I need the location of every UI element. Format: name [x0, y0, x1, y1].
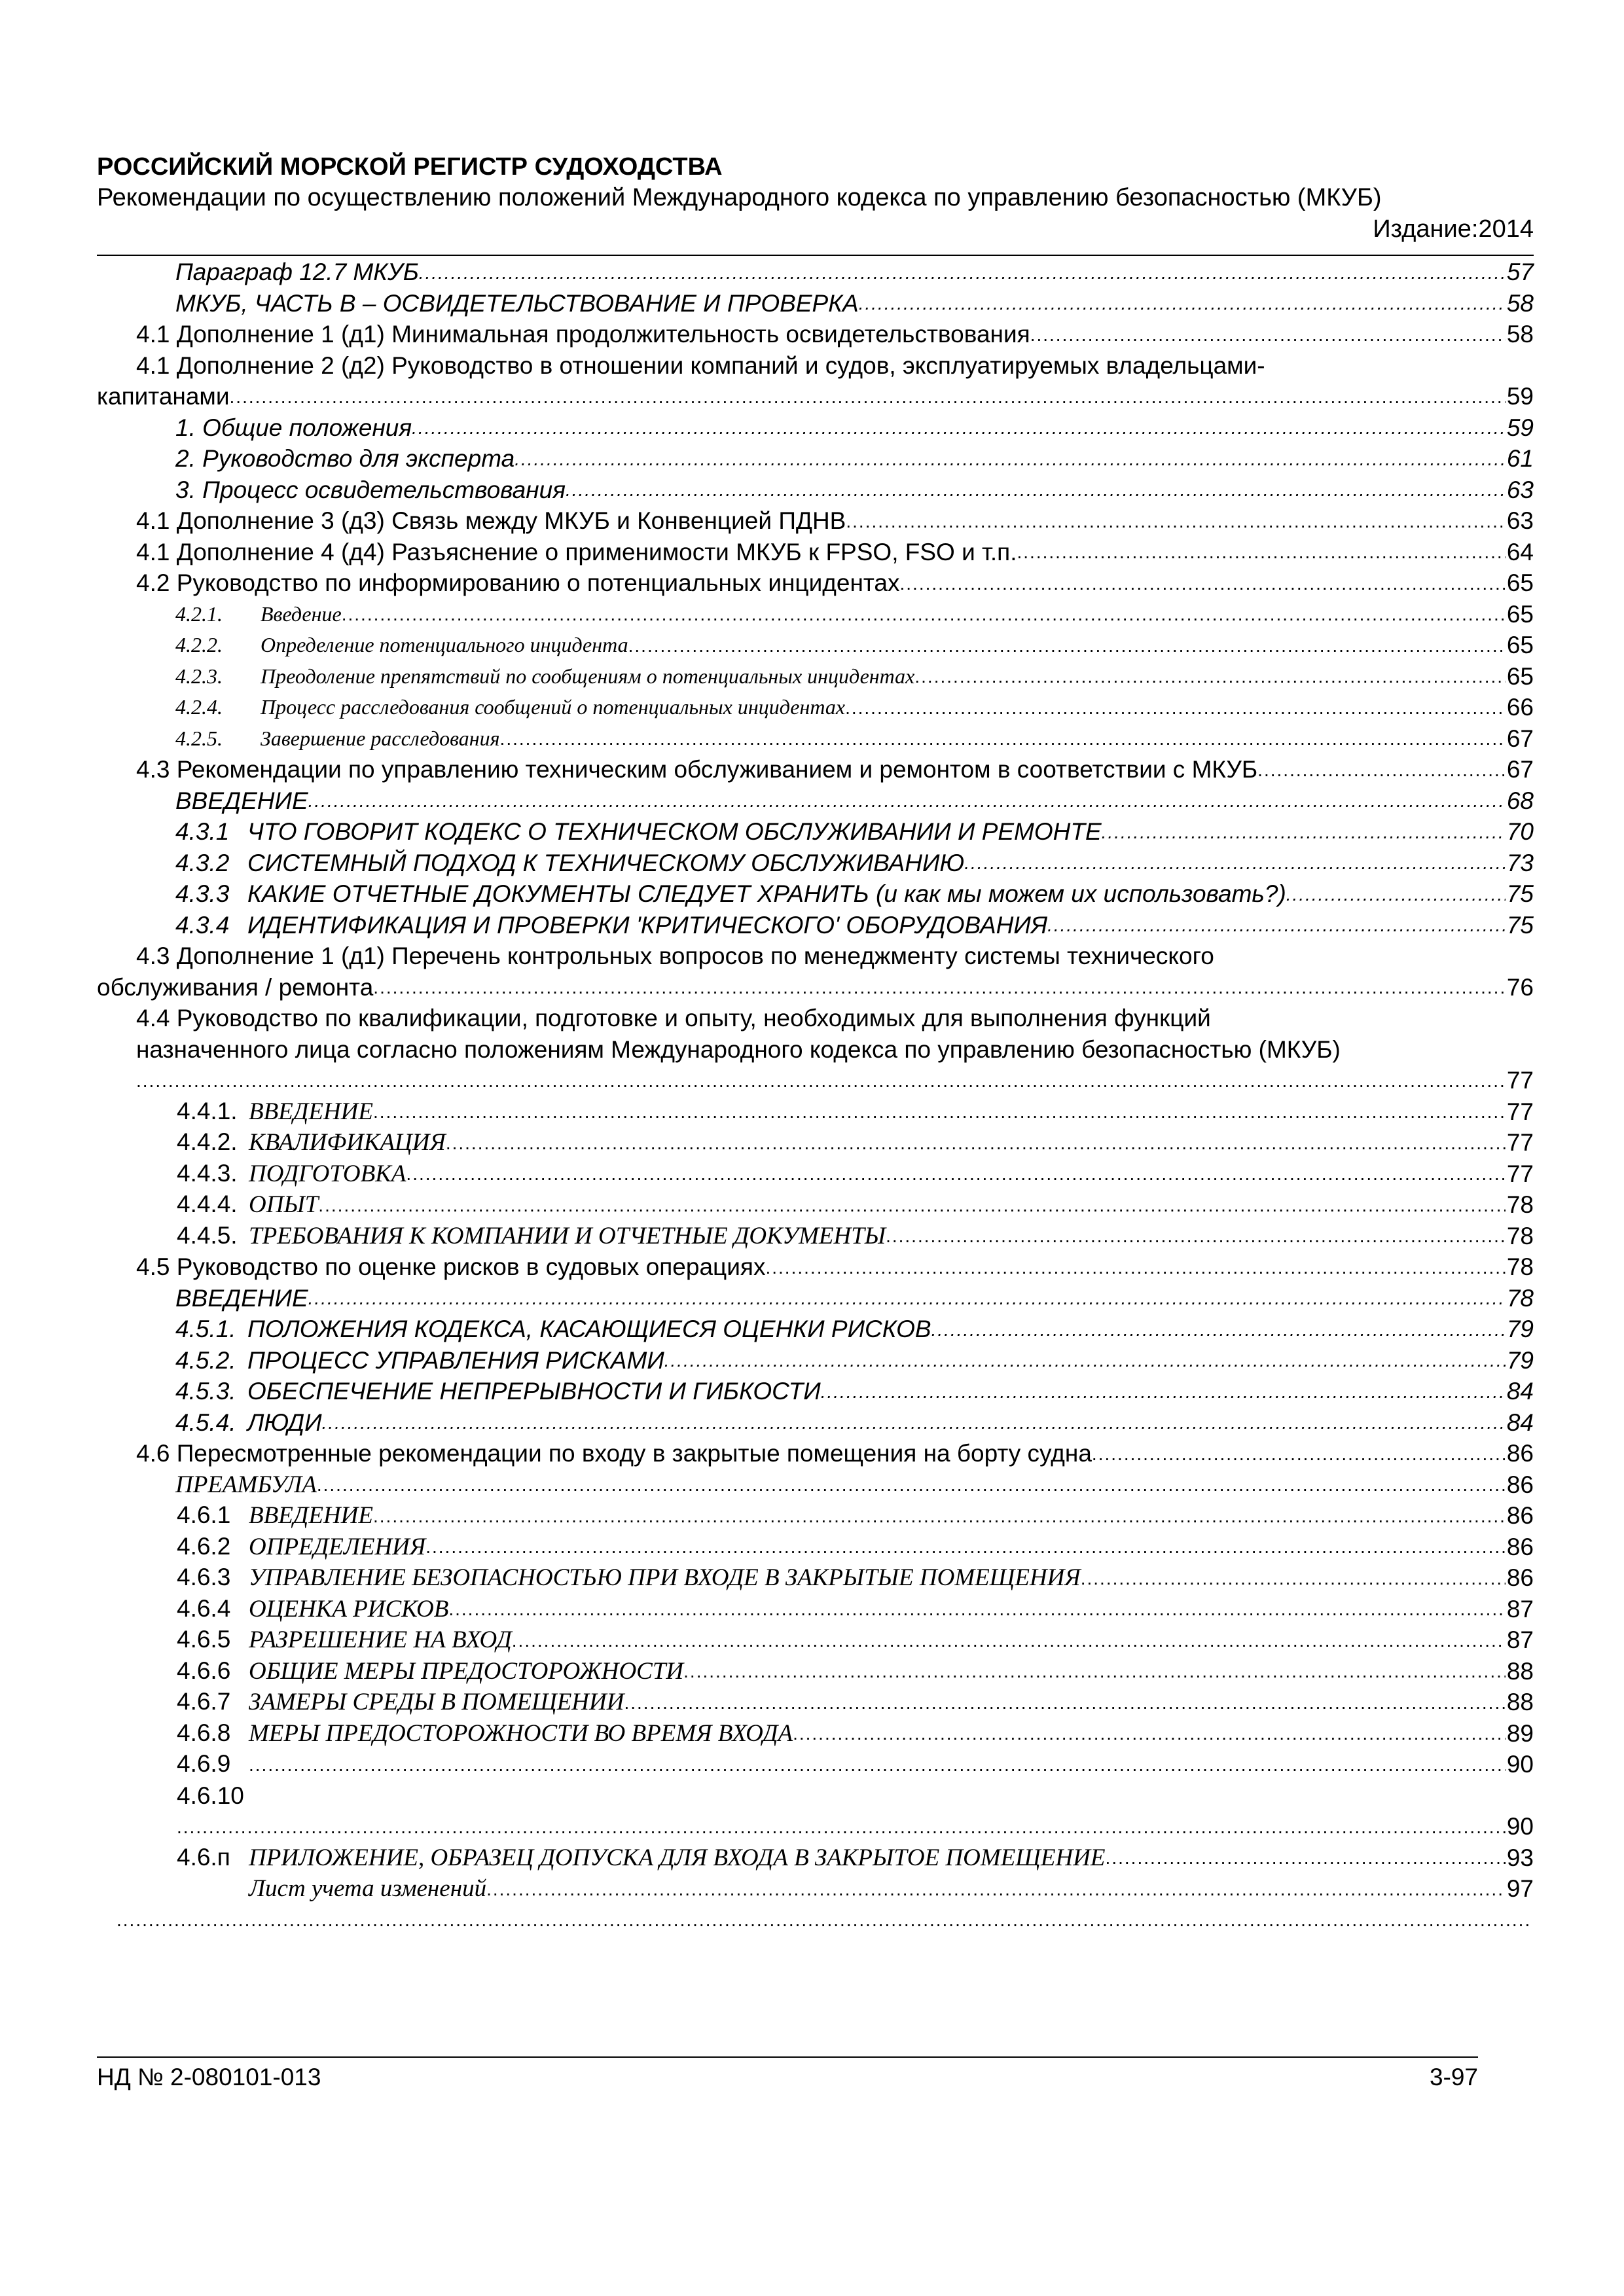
toc-entry[interactable]	[97, 1624, 1534, 1656]
toc-entry[interactable]	[97, 1251, 1534, 1283]
dot-leader	[931, 1321, 1506, 1339]
edition-label: Издание:2014	[1373, 215, 1534, 243]
toc-entry-page: 84	[1506, 1378, 1534, 1405]
toc-entry-page: 73	[1506, 849, 1534, 876]
toc-entry-number: 4.4.4.	[177, 1191, 238, 1217]
toc-entry[interactable]	[97, 412, 1534, 444]
toc-entry[interactable]	[97, 1532, 1534, 1563]
toc-entry-title-line1: 4.4 Руководство по квалификации, подготовке и опыту, необходимых для выполнения функций	[136, 1005, 1211, 1031]
toc-entry-page: 93	[1506, 1844, 1534, 1871]
dot-leader	[373, 978, 1506, 997]
toc-entry-number: 4.6.6	[177, 1657, 231, 1684]
dot-leader	[512, 1632, 1506, 1650]
toc-entry-number: 4.6.3	[177, 1564, 231, 1590]
toc-entry-page: 65	[1506, 600, 1534, 628]
toc-entry-title: КВАЛИФИКАЦИЯ	[249, 1129, 446, 1156]
dot-leader	[486, 1880, 1506, 1899]
toc-entry-title: КАКИЕ ОТЧЕТНЫЕ ДОКУМЕНТЫ СЛЕДУЕТ ХРАНИТЬ (и как мы можем их использовать?)	[247, 880, 1286, 907]
toc-entry[interactable]	[97, 1873, 1534, 1905]
document-header	[97, 152, 1534, 245]
toc-entry-page: 88	[1506, 1657, 1534, 1685]
toc-entry-number: 4.6.7	[177, 1688, 231, 1715]
dot-leader	[230, 388, 1506, 406]
toc-entry[interactable]	[97, 567, 1534, 599]
toc-entry[interactable]	[97, 1842, 1534, 1874]
dot-leader	[821, 1383, 1506, 1401]
dot-leader	[1106, 1849, 1506, 1867]
toc-entry[interactable]	[97, 1438, 1534, 1469]
toc-entry-title: 4.6 Пересмотренные рекомендации по входу в закрытые помещения на борту судна	[136, 1440, 1092, 1467]
toc-entry-page: 59	[1506, 383, 1534, 410]
toc-entry[interactable]	[97, 754, 1534, 785]
toc-entry[interactable]	[97, 537, 1534, 568]
toc-entry-title: ЗАМЕРЫ СРЕДЫ В ПОМЕЩЕНИИ	[249, 1689, 624, 1715]
toc-entry-number: 4.5.4.	[175, 1408, 236, 1436]
toc-entry-page: 77	[1506, 1067, 1534, 1094]
dot-leader	[845, 699, 1506, 717]
dot-leader	[886, 1227, 1506, 1246]
toc-entry-number: 4.6.5	[177, 1626, 231, 1653]
toc-entry-number: 4.3.4	[175, 911, 230, 939]
toc-entry[interactable]	[97, 599, 1534, 630]
toc-entry-page: 78	[1506, 1222, 1534, 1249]
toc-entry-title: 4.1 Дополнение 4 (д4) Разъяснение о применимости МКУБ к FPSO, FSO и т.п.	[136, 538, 1017, 565]
toc-entry-title: Лист учета изменений	[249, 1875, 487, 1902]
footer-rule	[97, 2056, 1478, 2058]
toc-entry-page: 68	[1506, 787, 1534, 814]
toc-entry[interactable]	[97, 288, 1534, 319]
dot-leader	[1286, 886, 1506, 904]
toc-entry-page: 63	[1506, 476, 1534, 503]
toc-entry-title: ПРЕАМБУЛА	[175, 1471, 317, 1498]
dot-leader	[964, 854, 1506, 872]
toc-entry-page: 61	[1506, 445, 1534, 472]
toc-entry-number: 4.6.2	[177, 1532, 231, 1560]
toc-entry-number: 4.6.10	[177, 1782, 244, 1809]
toc-entry-page: 66	[1506, 694, 1534, 721]
page-number: 3-97	[1429, 2064, 1478, 2090]
toc-entry-title: РАЗРЕШЕНИЕ НА ВХОД	[249, 1626, 512, 1653]
dot-leader	[412, 419, 1506, 437]
toc-entry-title: ОБЩИЕ МЕРЫ ПРЕДОСТОРОЖНОСТИ	[249, 1657, 684, 1685]
toc-entry[interactable]	[97, 1656, 1534, 1687]
toc-entry-title: ОПРЕДЕЛЕНИЯ	[249, 1533, 426, 1560]
toc-entry[interactable]	[97, 1345, 1534, 1376]
toc-entry-page: 67	[1506, 756, 1534, 783]
toc-entry-number: 4.2.3.	[175, 664, 223, 688]
toc-entry-page: 65	[1506, 569, 1534, 596]
dot-leader	[446, 1134, 1506, 1153]
toc-entry[interactable]	[97, 1687, 1534, 1718]
toc-entry[interactable]	[97, 1469, 1534, 1501]
toc-entry[interactable]	[97, 1594, 1534, 1625]
toc-entry-page: 78	[1506, 1253, 1534, 1280]
toc-entry-title-line1: 4.3 Дополнение 1 (д1) Перечень контрольных вопросов по менеджменту системы технического	[136, 942, 1214, 969]
toc-entry-title: Определение потенциального инцидента	[261, 633, 628, 656]
dot-leader	[1092, 1445, 1506, 1463]
dot-leader	[683, 1662, 1506, 1681]
dot-leader	[425, 1538, 1506, 1556]
toc-entry-number: 4.5.3.	[175, 1378, 236, 1405]
toc-entry[interactable]	[97, 878, 1534, 910]
toc-entry-number: 4.2.2.	[175, 633, 223, 656]
dot-leader	[628, 637, 1506, 655]
dot-leader	[1102, 823, 1506, 842]
toc-entry-page: 77	[1506, 1129, 1534, 1156]
toc-entry[interactable]	[97, 1127, 1534, 1158]
dot-leader	[514, 450, 1506, 469]
document-number: НД № 2-080101-013	[97, 2064, 321, 2090]
dot-leader	[914, 668, 1505, 686]
dot-leader	[1257, 761, 1506, 780]
toc-entry[interactable]	[97, 505, 1534, 537]
organization-name: РОССИЙСКИЙ МОРСКОЙ РЕГИСТР СУДОХОДСТВА	[97, 153, 723, 181]
toc-entry[interactable]	[97, 475, 1534, 506]
toc-entry[interactable]	[97, 1189, 1534, 1221]
toc-entry[interactable]	[97, 1221, 1534, 1252]
toc-entry-title: ОБЕСПЕЧЕНИЕ НЕПРЕРЫВНОСТИ И ГИБКОСТИ	[247, 1378, 821, 1405]
toc-entry-title: ПОЛОЖЕНИЯ КОДЕКСА, КАСАЮЩИЕСЯ ОЦЕНКИ РИСКОВ	[247, 1316, 931, 1342]
toc-entry-number: 4.4.1.	[177, 1097, 238, 1124]
dot-leader	[900, 575, 1506, 593]
toc-entry[interactable]	[97, 661, 1534, 692]
dot-leader	[448, 1600, 1506, 1619]
toc-entry-number: 4.5.2.	[175, 1346, 236, 1374]
dot-leader	[318, 1196, 1506, 1215]
toc-entry[interactable]	[97, 1158, 1534, 1190]
table-of-contents	[97, 257, 1534, 1935]
toc-entry-title: 4.1 Дополнение 3 (д3) Связь между МКУБ и Конвенцией ПДНВ	[136, 507, 846, 534]
toc-entry-page: 77	[1506, 1160, 1534, 1187]
header-rule	[97, 255, 1534, 256]
toc-entry[interactable]	[97, 723, 1534, 755]
toc-entry-title-line2: назначенного лица согласно положениям Международного кодекса по управлению безопасностью (МКУБ)	[136, 1035, 1341, 1063]
toc-entry[interactable]	[97, 848, 1534, 879]
toc-entry-number: 4.4.2.	[177, 1128, 238, 1155]
dot-leader	[249, 1756, 1506, 1774]
toc-entry-page: 86	[1506, 1533, 1534, 1560]
toc-entry-number: 4.6.9	[177, 1750, 231, 1777]
toc-entry-title: ВВЕДЕНИЕ	[249, 1502, 373, 1529]
toc-entry-title: Введение	[261, 601, 342, 626]
toc-entry[interactable]	[97, 1096, 1534, 1128]
toc-entry-title: СИСТЕМНЫЙ ПОДХОД К ТЕХНИЧЕСКОМУ ОБСЛУЖИВАНИЮ	[247, 849, 965, 876]
toc-entry[interactable]	[97, 910, 1534, 941]
toc-entry-page: 79	[1506, 1316, 1534, 1342]
dot-leader	[1047, 916, 1506, 935]
dot-leader	[793, 1725, 1506, 1743]
toc-entry-number: 4.4.5.	[177, 1221, 238, 1249]
dot-leader	[765, 1259, 1505, 1277]
dot-leader	[406, 1165, 1505, 1183]
toc-entry-page: 65	[1506, 662, 1534, 690]
toc-entry-page: 70	[1506, 818, 1534, 845]
toc-entry-page: 75	[1506, 911, 1534, 939]
toc-entry-title: 1. Общие положения	[175, 414, 412, 441]
toc-entry[interactable]	[97, 1003, 1534, 1096]
toc-entry-page: 87	[1506, 1595, 1534, 1623]
toc-entry-title: 3. Процесс освидетельствования	[175, 476, 566, 503]
toc-entry[interactable]	[97, 816, 1534, 848]
dot-leader	[373, 1103, 1506, 1121]
toc-entry-page: 89	[1506, 1719, 1534, 1747]
toc-entry[interactable]	[97, 1314, 1534, 1345]
toc-entry[interactable]	[97, 692, 1534, 723]
toc-entry-page: 64	[1506, 538, 1534, 565]
toc-entry-title: ОПЫТ	[249, 1191, 319, 1218]
dot-leader	[117, 1911, 1532, 1929]
toc-entry-title: ТРЕБОВАНИЯ К КОМПАНИИ И ОТЧЕТНЫЕ ДОКУМЕНТЫ	[249, 1222, 886, 1249]
dot-leader	[419, 264, 1506, 282]
toc-entry-number: 4.2.5.	[175, 726, 223, 750]
toc-entry-page: 88	[1506, 1689, 1534, 1715]
toc-entry-title: МЕРЫ ПРЕДОСТОРОЖНОСТИ ВО ВРЕМЯ ВХОДА	[249, 1719, 793, 1747]
toc-entry-title: ПРОЦЕСС УПРАВЛЕНИЯ РИСКАМИ	[247, 1346, 664, 1374]
toc-entry-page: 78	[1506, 1284, 1534, 1312]
toc-entry-title: ВВЕДЕНИЕ	[249, 1098, 373, 1125]
toc-entry[interactable]	[97, 1749, 1534, 1780]
toc-entry-page: 86	[1506, 1564, 1534, 1591]
dot-leader	[308, 792, 1506, 810]
toc-entry-number: 4.3.3	[175, 880, 230, 907]
toc-entry-title: ОЦЕНКА РИСКОВ	[249, 1595, 449, 1623]
toc-entry[interactable]	[97, 443, 1534, 475]
toc-entry-title: ЛЮДИ	[247, 1408, 322, 1436]
toc-entry[interactable]	[97, 785, 1534, 817]
toc-entry-page: 90	[1506, 1813, 1534, 1840]
toc-entry-page: 76	[1506, 973, 1534, 1001]
toc-entry-title: Процесс расследования сообщений о потенциальных инцидентах	[261, 695, 846, 719]
toc-entry[interactable]	[97, 350, 1534, 412]
toc-entry-title: 2. Руководство для эксперта	[175, 445, 515, 472]
toc-entry-page: 86	[1506, 1502, 1534, 1529]
toc-entry-title-line1: 4.1 Дополнение 2 (д2) Руководство в отношении компаний и судов, эксплуатируемых владельцами-	[136, 351, 1265, 379]
toc-entry-page: 97	[1506, 1875, 1534, 1902]
toc-entry[interactable]	[97, 630, 1534, 661]
toc-entry-number: 4.2.4.	[175, 695, 223, 719]
toc-entry-page: 79	[1506, 1346, 1534, 1374]
toc-entry[interactable]	[97, 1562, 1534, 1594]
dot-leader	[664, 1352, 1506, 1370]
dot-leader	[136, 1072, 1506, 1090]
toc-entry-number: 4.3.1	[175, 818, 230, 845]
toc-entry-page: 58	[1506, 321, 1534, 348]
toc-entry-page: 59	[1506, 414, 1534, 441]
toc-entry[interactable]	[97, 1905, 1534, 1936]
toc-entry-title: 4.5 Руководство по оценке рисков в судовых операциях	[136, 1253, 766, 1280]
toc-entry-page: 90	[1506, 1751, 1534, 1778]
toc-entry[interactable]	[97, 257, 1534, 288]
toc-entry-page: 67	[1506, 725, 1534, 752]
toc-entry-number: 4.2.1.	[175, 601, 223, 626]
toc-entry-title: 4.2 Руководство по информированию о потенциальных инцидентах	[136, 569, 900, 596]
toc-entry[interactable]	[97, 1718, 1534, 1749]
toc-entry-number: 4.4.3.	[177, 1159, 238, 1187]
dot-leader	[1081, 1570, 1506, 1588]
toc-entry-title: ВВЕДЕНИЕ	[175, 1284, 308, 1312]
toc-entry-title: Преодоление препятствий по сообщениям о потенциальных инцидентах	[261, 664, 915, 688]
toc-entry[interactable]	[97, 319, 1534, 350]
toc-entry-page: 58	[1506, 289, 1534, 317]
toc-entry-number: 4.3.2	[175, 849, 230, 876]
dot-leader	[859, 295, 1506, 313]
document-subtitle: Рекомендации по осуществлению положений Международного кодекса по управлению безопасностью (МКУБ)	[97, 184, 1382, 211]
toc-entry-title: ЧТО ГОВОРИТ КОДЕКС О ТЕХНИЧЕСКОМ ОБСЛУЖИВАНИИ И РЕМОНТЕ	[247, 818, 1102, 845]
toc-entry-title: 4.1 Дополнение 1 (д1) Минимальная продолжительность освидетельствования	[136, 321, 1030, 348]
page-footer	[97, 2062, 1478, 2093]
dot-leader	[500, 730, 1506, 748]
toc-entry[interactable]	[97, 1376, 1534, 1407]
toc-entry-title: ВВЕДЕНИЕ	[175, 787, 308, 814]
toc-entry-number: 4.6.1	[177, 1501, 231, 1528]
toc-entry-number: 4.6.п	[177, 1843, 230, 1871]
dot-leader	[566, 481, 1506, 499]
toc-entry-title-line2: капитанами	[97, 383, 230, 410]
dot-leader	[846, 512, 1505, 531]
toc-entry-page: 63	[1506, 507, 1534, 534]
toc-entry-title: ИДЕНТИФИКАЦИЯ И ПРОВЕРКИ 'КРИТИЧЕСКОГО' ОБОРУДОВАНИЯ	[247, 911, 1048, 939]
toc-entry-page: 84	[1506, 1408, 1534, 1436]
toc-entry-number: 4.6.4	[177, 1594, 231, 1622]
toc-entry-page: 77	[1506, 1098, 1534, 1125]
toc-entry-page: 86	[1506, 1471, 1534, 1498]
dot-leader	[342, 605, 1506, 624]
toc-entry[interactable]	[97, 1407, 1534, 1439]
dot-leader	[322, 1414, 1506, 1432]
toc-entry-page: 65	[1506, 632, 1534, 658]
toc-entry-title: УПРАВЛЕНИЕ БЕЗОПАСНОСТЬЮ ПРИ ВХОДЕ В ЗАКРЫТЫЕ ПОМЕЩЕНИЯ	[249, 1564, 1081, 1591]
toc-entry-number: 4.6.8	[177, 1719, 231, 1746]
toc-entry[interactable]	[97, 1780, 1534, 1842]
toc-entry-title: МКУБ, ЧАСТЬ B – ОСВИДЕТЕЛЬСТВОВАНИЕ И ПРОВЕРКА	[175, 289, 859, 317]
dot-leader	[317, 1476, 1506, 1494]
dot-leader	[177, 1818, 1506, 1837]
dot-leader	[1017, 543, 1505, 562]
dot-leader	[373, 1507, 1506, 1526]
toc-entry-page: 86	[1506, 1440, 1534, 1467]
toc-entry[interactable]	[97, 941, 1534, 1003]
toc-entry-title: 4.3 Рекомендации по управлению техническим обслуживанием и ремонтом в соответствии с МКУБ	[136, 756, 1258, 783]
toc-entry-number: 4.5.1.	[175, 1316, 236, 1342]
toc-entry-title-line2: обслуживания / ремонта	[97, 973, 374, 1001]
dot-leader	[1030, 326, 1506, 344]
toc-entry-page: 57	[1506, 259, 1534, 285]
toc-entry-page: 78	[1506, 1191, 1534, 1218]
toc-entry[interactable]	[97, 1500, 1534, 1532]
toc-entry-page: 87	[1506, 1626, 1534, 1653]
toc-entry-title: Завершение расследования	[261, 726, 500, 750]
toc-entry-title: ПРИЛОЖЕНИЕ, ОБРАЗЕЦ ДОПУСКА ДЛЯ ВХОДА В ЗАКРЫТОЕ ПОМЕЩЕНИЕ	[249, 1844, 1106, 1871]
dot-leader	[308, 1289, 1506, 1308]
toc-entry-title: Параграф 12.7 МКУБ	[175, 259, 419, 285]
toc-entry-title: ПОДГОТОВКА	[249, 1160, 406, 1187]
toc-entry[interactable]	[97, 1283, 1534, 1314]
dot-leader	[624, 1694, 1505, 1712]
toc-entry-page: 75	[1506, 880, 1534, 907]
